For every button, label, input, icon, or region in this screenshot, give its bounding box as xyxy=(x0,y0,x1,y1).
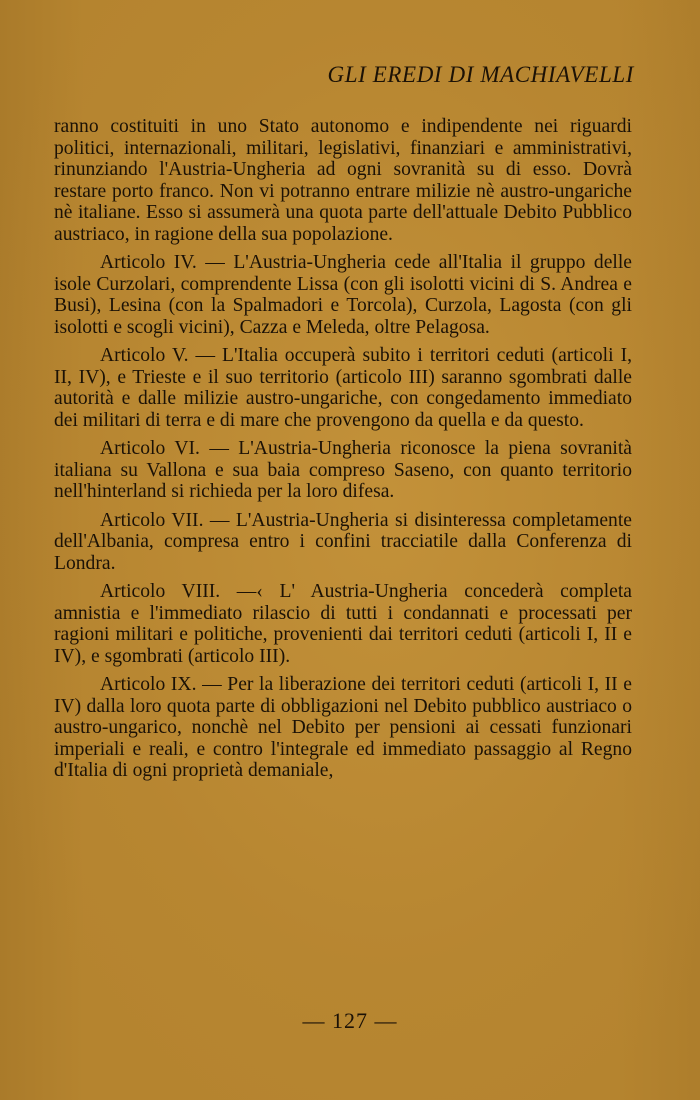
paragraph-articolo-viii: Articolo VIII. —‹ L' Austria-Ungheria concederà completa amnistia e l'immediato rilascio di tutti i condannati e processati per ragioni militari e politiche, provenienti dai territori ceduti (articoli I, II e IV), e sgombrati (articolo III). xyxy=(54,581,632,667)
paragraph-articolo-vi: Articolo VI. — L'Austria-Ungheria riconosce la piena sovranità italiana su Vallona e sua baia compreso Saseno, con quanto territorio nell'hinterland si richieda per la loro difesa. xyxy=(54,438,632,502)
paragraph-articolo-ix: Articolo IX. — Per la liberazione dei territori ceduti (articoli I, II e IV) dalla loro quota parte di obbligazioni nel Debito pubblico austriaco o austro-ungarico, nonchè nel Debito per pensioni ai cessati funzionari imperiali e reali, e contro l'integrale ed immediato passaggio al Regno d'Italia di ogni proprietà demaniale, xyxy=(54,674,632,781)
running-head-title: GLI EREDI DI MACHIAVELLI xyxy=(327,62,634,87)
paragraph-continued: ranno costituiti in uno Stato autonomo e indipendente nei riguardi politici, internazionali, militari, legislativi, finanziari e amministrativi, rinunziando l'Austria-Ungheria ad ogni sovranità su di esso. Dovrà restare porto franco. Non vi potranno entrare milizie nè austro-ungariche nè italiane. Esso si assumerà una quota parte dell'attuale Debito Pubblico austriaco, in ragione della sua popolazione. xyxy=(54,116,632,245)
page-number: — 127 — xyxy=(302,1008,398,1033)
body-text xyxy=(54,116,632,789)
paragraph-articolo-v: Articolo V. — L'Italia occuperà subito i territori ceduti (articoli I, II, IV), e Trieste e il suo territorio (articolo III) saranno sgombrati dalle autorità e dalle milizie austro-ungariche, con congedamento immediato dei militari di terra e di mare che provengono da quella e da questo. xyxy=(54,345,632,431)
paragraph-articolo-iv: Articolo IV. — L'Austria-Ungheria cede all'Italia il gruppo delle isole Curzolari, comprendente Lissa (con gli isolotti vicini di S. Andrea e Busi), Lesina (con la Spalmadori e Torcola), Curzola, Lagosta (con gli isolotti e scogli vicini), Cazza e Meleda, oltre Pelagosa. xyxy=(54,252,632,338)
paragraph-articolo-vii: Articolo VII. — L'Austria-Ungheria si disinteressa completamente dell'Albania, compresa entro i confini tracciatile dalla Conferenza di Londra. xyxy=(54,509,632,574)
